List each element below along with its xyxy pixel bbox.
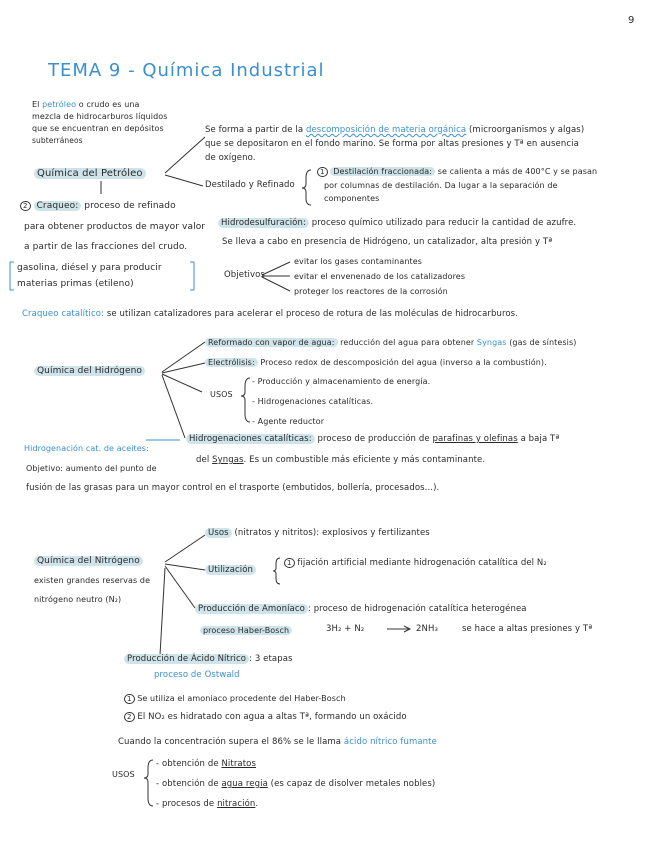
craqueo-line1: 2 Craqueo: proceso de refinado xyxy=(20,201,176,212)
hidrogenaciones-line2: del Syngas. Es un combustible más eficiente y más contaminante. xyxy=(196,455,486,465)
hidrodesulfuracion-line2: Se lleva a cabo en presencia de Hidrógeno, un catalizador, alta presión y Tª xyxy=(222,237,553,247)
petroleo-forma: Se forma a partir de la descomposición de materia orgánica (microorganismos y algas) xyxy=(205,125,585,135)
num-circle: 2 xyxy=(124,712,135,722)
destilado-label: Destilado y Refinado xyxy=(205,180,295,190)
reaction-note: se hace a altas presiones y Tª xyxy=(462,624,593,634)
objetivo-item-2: evitar el envenenado de los catalizadores xyxy=(294,272,466,281)
aceites-line2: Objetivo: aumento del punto de xyxy=(26,464,157,473)
acido-uso-2: - obtención de agua regia (es capaz de disolver metales nobles) xyxy=(156,779,436,789)
craqueo-line3: a partir de las fracciones del crudo. xyxy=(24,242,188,252)
destilacion-line1: 1 Destilación fraccionada: se calienta a más de 400°C y se pasan xyxy=(317,166,597,178)
nitrogeno-heading: Química del Nitrógeno xyxy=(34,556,143,567)
craqueo-catalitico: Craqueo catalítico: se utilizan catalizadores para acelerar el proceso de rotura de las moléculas de hidrocarburos. xyxy=(22,309,518,319)
num-circle: 1 xyxy=(284,558,295,568)
nitrogeno-reservas-1: existen grandes reservas de xyxy=(34,576,151,585)
electrolisis: Electrólisis: Proceso redox de descomposición del agua (inverso a la combustión). xyxy=(205,357,547,368)
aceites-heading: Hidrogenación cat. de aceites: xyxy=(24,444,149,453)
petroleo-intro-line4: subterráneos xyxy=(32,136,83,145)
petroleo-intro: El petróleo o crudo es una xyxy=(32,100,140,109)
craqueo-line5: materias primas (etileno) xyxy=(17,279,134,289)
acido-uso-1: - obtención de Nitratos xyxy=(156,759,256,769)
ostwald-label: proceso de Ostwald xyxy=(154,670,240,680)
petroleo-heading: Química del Petróleo xyxy=(34,168,146,179)
reformado: Reformado con vapor de agua: reducción del agua para obtener Syngas (gas de síntesis) xyxy=(205,337,576,348)
page-number: 9 xyxy=(628,15,635,26)
objetivos-label: Objetivos xyxy=(224,270,265,280)
hidrogeno-uso-1: - Producción y almacenamiento de energía. xyxy=(252,377,431,386)
hidrodesulfuracion-line1: Hidrodesulfuración: proceso químico utilizado para reducir la cantidad de azufre. xyxy=(218,218,576,229)
hidrogeno-usos-label: USOS xyxy=(210,390,233,399)
craqueo-line2: para obtener productos de mayor valor xyxy=(24,222,206,232)
nitrogeno-reservas-2: nitrógeno neutro (N₂) xyxy=(34,595,122,604)
petroleo-intro-line2: mezcla de hidrocarburos líquidos xyxy=(32,112,168,121)
destilacion-line3: componentes xyxy=(324,194,380,203)
hidrogenaciones-line1: Hidrogenaciones catalíticas: proceso de producción de parafinas y olefinas a baja Tª xyxy=(186,434,559,445)
utilizacion-line: 1 fijación artificial mediante hidrogenación catalítica del N₂ xyxy=(284,558,547,569)
craqueo-line4: gasolina, diésel y para producir xyxy=(17,263,162,273)
num-circle: 2 xyxy=(20,201,31,211)
page-title: TEMA 9 - Química Industrial xyxy=(48,60,325,81)
petroleo-intro-line3: que se encuentran en depósitos xyxy=(32,124,164,133)
petroleo-forma-line3: de oxígeno. xyxy=(205,153,256,163)
num-circle: 1 xyxy=(317,167,328,177)
objetivo-item-1: evitar los gases contaminantes xyxy=(294,257,423,266)
destilacion-line2: por columnas de destilación. Da lugar a la separación de xyxy=(324,181,558,190)
acido-usos-label: USOS xyxy=(112,770,135,779)
objetivo-item-3: proteger los reactores de la corrosión xyxy=(294,287,448,296)
utilizacion-label: Utilización xyxy=(205,565,256,576)
hidrogeno-heading: Química del Hidrógeno xyxy=(34,366,145,377)
acido-uso-3: - procesos de nitración. xyxy=(156,799,259,809)
hidrogeno-uso-3: - Agente reductor xyxy=(252,417,325,426)
acido-nitrico-heading: Producción de Ácido Nítrico : 3 etapas xyxy=(124,654,293,665)
concentracion-line: Cuando la concentración supera el 86% se le llama ácido nítrico fumante xyxy=(118,737,437,747)
step-1: 1 Se utiliza el amoniaco procedente del Haber-Bosch xyxy=(124,693,346,705)
nitrogeno-usos: Usos (nitratos y nitritos): explosivos y fertilizantes xyxy=(205,528,430,539)
petroleo-forma-line2: que se depositaron en el fondo marino. Se forma por altas presiones y Tª en ausencia xyxy=(205,139,579,149)
num-circle: 1 xyxy=(124,694,135,704)
step-2: 2 El NO₂ es hidratado con agua a altas Tª, formando un oxácido xyxy=(124,712,407,723)
reaction-right: 2NH₃ xyxy=(416,624,438,634)
hidrogeno-uso-2: - Hidrogenaciones catalíticas. xyxy=(252,397,374,406)
reaction-left: 3H₂ + N₂ xyxy=(326,624,365,634)
haber-bosch-label: proceso Haber-Bosch xyxy=(200,625,292,636)
aceites-line3: fusión de las grasas para un mayor control en el trasporte (embutidos, bollería, procesados...). xyxy=(26,483,440,493)
amoniaco-line: Producción de Amoníaco : proceso de hidrogenación catalítica heterogénea xyxy=(195,604,527,615)
